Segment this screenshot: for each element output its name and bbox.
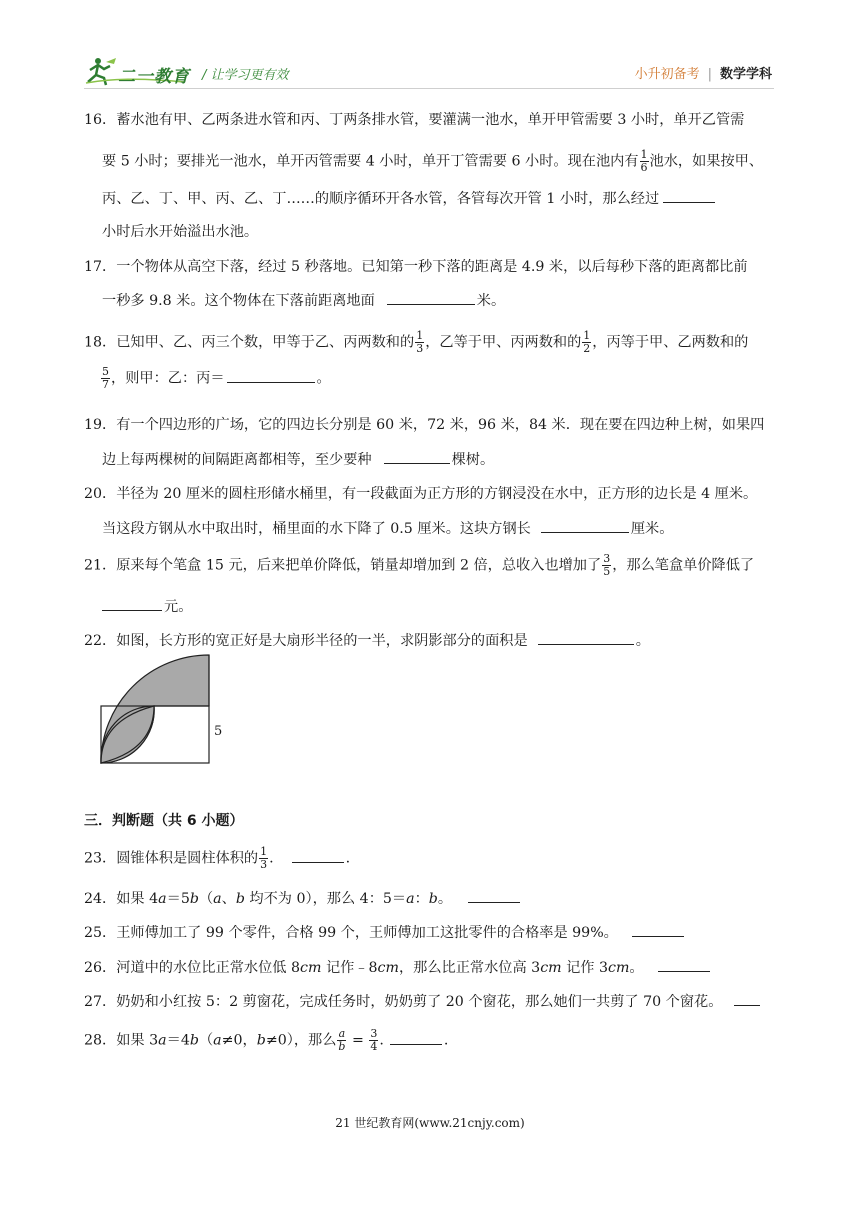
var-b: b [189,891,199,907]
answer-blank[interactable] [734,991,760,1006]
answer-blank[interactable] [384,449,450,464]
q24-text: ： [414,891,429,907]
q26-text: 记作 3 [561,960,609,976]
q28-text: （ [198,1032,214,1049]
q20-text: 当这段方钢从水中取出时，桶里面的水下降了 0.5 厘米。这块方钢长 [102,521,531,537]
header-rule [84,88,774,89]
q16-line-2 [102,149,763,174]
fraction [101,366,110,391]
q22-text: 。 [635,633,650,649]
unit-cm: cm [300,960,322,976]
q18-text: 。 [316,370,331,387]
numerator: 1 [260,845,268,858]
unit-cm: cm [377,960,399,976]
q16-text: 丙、乙、丁、甲、丙、乙、丁……的顺序循环开各水管，各管每次开管 1 小时，那么经过 [102,191,660,207]
slogan: / 让学习更有效 [202,68,289,83]
subject-tags [635,63,772,82]
q28-text: . [443,1032,449,1049]
q23-text: . [269,850,274,867]
exam-tag: 小升初备考 [634,67,700,82]
q19-line-2 [102,449,494,470]
brand-name: 二一教育 [118,67,190,87]
fraction [415,330,424,355]
tag-separator: | [707,67,712,82]
numerator: 3 [603,552,611,565]
q25-text: 25．王师傅加工了 99 个零件，合格 99 个，王师傅加工这批零件的合格率是 99%。 [84,925,618,941]
q16-line-4: 小时后水开始溢出水池。 [102,224,259,240]
q27-text: 27．奶奶和小红按 5：2 剪窗花，完成任务时，奶奶剪了 20 个窗花，那么她们一共剪了 70 个窗花。 [84,994,723,1010]
q20-line-2 [102,518,673,539]
q20-line-1: 20．半径为 20 厘米的圆柱形储水桶里，有一段截面为正方形的方钢浸没在水中，正方形的边长是 4 厘米。 [84,486,758,502]
answer-blank[interactable] [102,596,162,611]
q28-text: = [347,1032,369,1049]
q24-text: 、 [221,891,236,907]
q20-text: 厘米。 [630,521,674,537]
denominator: 5 [603,565,611,578]
q21-text: ，那么笔盒单价降低了 [612,557,755,574]
var-b: b [189,1032,199,1049]
q24-text: 。 [437,891,453,907]
var-b: b [235,891,245,907]
page-footer: 21 世纪教育网(www.21cnjy.com) [335,1116,525,1130]
q23-text: . [345,850,351,867]
q23-text: 23．圆锥体积是圆柱体积的 [84,850,259,867]
q26-text: 记作﹣8 [321,960,378,976]
section-heading: 三．判断题（共 6 小题） [84,813,244,829]
q28-text: ≠0， [221,1032,257,1049]
q24-text: 24．如果 4 [84,891,159,907]
q28-text: . [379,1032,384,1049]
q24-text: 均不为 0），那么 4：5＝ [244,891,407,907]
numerator: 3 [370,1027,378,1040]
q19-line-1: 19．有一个四边形的广场，它的四边长分别是 60 米，72 米，96 米，84 米．现在要在四边种上树，如果四 [84,417,765,433]
q16-text: 要 5 小时；要排光一池水，单开丙管需要 4 小时，单开丁管需要 6 小时。现在池内有 [102,153,639,170]
q26-line [84,957,710,978]
subject-tag: 数学学科 [719,67,772,82]
answer-blank[interactable] [663,188,715,203]
q21-line-1 [84,553,754,578]
q17-line-2 [102,290,505,311]
page-header [0,0,860,92]
fraction [369,1028,378,1053]
fraction [640,149,649,174]
denominator: 4 [370,1040,378,1053]
q16-line-1: 16．蓄水池有甲、乙两条进水管和丙、丁两条排水管，要灌满一池水，单开甲管需要 3 小时，单开乙管需 [84,112,745,128]
denominator: b [338,1040,346,1053]
q28-line [84,1028,448,1053]
fraction [259,846,268,871]
var-a: a [158,891,167,907]
var-b: b [256,1032,266,1049]
answer-blank[interactable] [390,1030,442,1045]
q21-line-2 [102,596,192,617]
q24-text: ＝5 [166,891,190,907]
var-a: a [406,891,415,907]
q18-text: ，则甲：乙：丙＝ [111,370,225,387]
q17-line-1: 17．一个物体从高空下落，经过 5 秒落地。已知第一秒下落的距离是 4.9 米，以后每秒下落的距离都比前 [84,259,748,275]
q24-line [84,888,520,909]
answer-blank[interactable] [632,922,684,937]
q25-line [84,922,684,943]
q26-text: 26．河道中的水位比正常水位低 8 [84,960,301,976]
numerator: a [338,1027,346,1040]
q18-text: ，丙等于甲、乙两数和的 [592,334,749,351]
var-a: a [213,891,222,907]
denominator: 3 [260,858,268,871]
denominator: 7 [102,378,109,391]
var-b: b [428,891,438,907]
q16-line-3 [102,188,715,209]
fraction [582,330,591,355]
q18-line-2 [100,366,331,391]
answer-blank[interactable] [658,957,710,972]
q24-text: （ [198,891,214,907]
q16-text: 池水，如果按甲、 [649,153,764,170]
numerator: 1 [640,148,648,161]
q22-line-1 [84,630,650,651]
numerator: 1 [583,329,591,342]
answer-blank[interactable] [538,630,634,645]
unit-cm: cm [608,960,630,976]
sector-rectangle-figure [98,650,228,768]
q26-text: 。 [629,960,644,976]
answer-blank[interactable] [292,848,344,863]
q28-text: ≠0），那么 [265,1032,337,1049]
answer-blank[interactable] [468,888,520,903]
denominator: 2 [583,342,591,355]
figure-width-label: 5 [214,724,223,739]
q19-text: 棵树。 [451,452,495,468]
q18-line-1 [84,330,748,355]
numerator: 5 [102,365,109,378]
answer-blank[interactable] [387,290,475,305]
var-a: a [213,1032,222,1049]
fraction [337,1028,346,1053]
q22-text: 22．如图，长方形的宽正好是大扇形半径的一半，求阴影部分的面积是 [84,633,528,649]
numerator: 1 [416,329,424,342]
q28-text: ＝4 [166,1032,190,1049]
q19-text: 边上每两棵树的间隔距离都相等，至少要种 [102,452,372,468]
denominator: 6 [640,161,648,174]
fraction [602,553,611,578]
denominator: 3 [416,342,424,355]
q18-text: 18．已知甲、乙、丙三个数，甲等于乙、丙两数和的 [84,334,415,351]
q28-text: 28．如果 3 [84,1032,159,1049]
answer-blank[interactable] [227,368,315,383]
q17-text: 米。 [476,293,506,309]
var-a: a [158,1032,167,1049]
q21-text: 元。 [164,599,193,615]
unit-cm: cm [540,960,562,976]
q17-text: 一秒多 9.8 米。这个物体在下落前距离地面 [102,293,375,309]
q26-text: ，那么比正常水位高 3 [398,960,541,976]
answer-blank[interactable] [541,518,629,533]
q18-text: ，乙等于甲、丙两数和的 [425,334,582,351]
q23-line [84,846,350,871]
q27-line [84,991,760,1012]
q21-text: 21．原来每个笔盒 15 元，后来把单价降低，销量却增加到 2 倍，总收入也增加了 [84,557,602,574]
